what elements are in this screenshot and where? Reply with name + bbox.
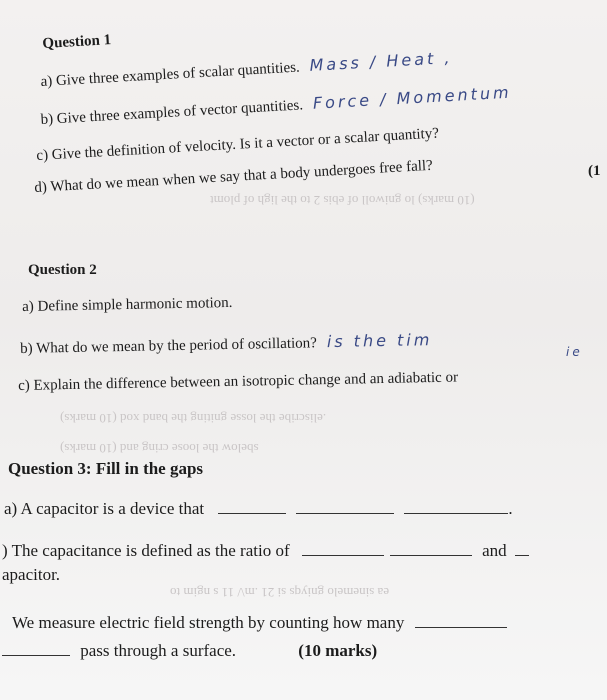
q1d-marks-edge: (1 <box>588 163 601 179</box>
q3a-question: a) A capacitor is a device that <box>4 499 205 518</box>
q3c-question: We measure electric field strength by counting how many <box>12 613 405 632</box>
q3a-row <box>4 499 513 519</box>
q2b-handwritten-continuation: ie <box>566 345 583 359</box>
q2b-handwritten-answer: is the tim <box>326 330 433 352</box>
q3c-blank <box>2 641 70 656</box>
q2a-question: a) Define simple harmonic motion. <box>22 294 233 315</box>
q3a-period: . <box>508 499 513 518</box>
q2c-question: c) Explain the difference between an isotropic change and an adiabatic or <box>18 369 459 394</box>
q3b-blank <box>390 541 472 556</box>
q3c-blank <box>415 613 507 628</box>
q3b-continuation: apacitor. <box>2 565 61 584</box>
q1c-question: c) Give the definition of velocity. Is it a vector or a scalar quantity? <box>36 125 440 164</box>
q3a-blank <box>296 499 394 514</box>
q3b-and: and <box>482 541 507 560</box>
bleed-through-text: ea sinemelo gniyqs si 21 .m\/ 11 s ngim to <box>170 585 390 600</box>
q3b-blank <box>302 541 384 556</box>
q3c-row-2 <box>2 641 377 661</box>
q1b-question: b) Give three examples of vector quantities. <box>40 97 304 128</box>
q1b-handwritten-answer: Force / Momentum <box>312 82 513 113</box>
q3-marks: (10 marks) <box>298 641 378 660</box>
q3b-row <box>2 541 529 561</box>
q1a-question: a) Give three examples of scalar quantities. <box>40 59 301 90</box>
q3b-blank <box>515 541 529 556</box>
bleed-through-text: .eliscribe the losse gniting the band xod (10 marks) <box>60 411 327 426</box>
q1d-question: d) What do we mean when we say that a body undergoes free fall? <box>34 157 434 196</box>
q3c-row <box>12 613 507 633</box>
question-3-heading: Question 3: Fill in the gaps <box>8 459 204 478</box>
q3c-continuation: pass through a surface. <box>80 641 237 660</box>
question-1-heading: Question 1 <box>42 32 112 52</box>
question-2-heading: Question 2 <box>28 262 97 278</box>
q3b-question: ) The capacitance is defined as the ratio of <box>2 541 290 560</box>
bleed-through-text: sbelow the loose cring and (10 marks) <box>60 441 259 456</box>
q2b-question: b) What do we mean by the period of oscillation? <box>20 335 318 357</box>
q1b-row <box>40 83 512 129</box>
q3a-blank <box>404 499 508 514</box>
q2b-row <box>20 330 433 358</box>
q3a-blank <box>218 499 286 514</box>
bleed-through-text: (10 marks) lo gniwoll of ebis 2 to the ligh of plomt <box>210 193 475 208</box>
q1a-handwritten-answer: Mass / Heat , <box>309 47 453 75</box>
q1a-row <box>40 48 453 91</box>
